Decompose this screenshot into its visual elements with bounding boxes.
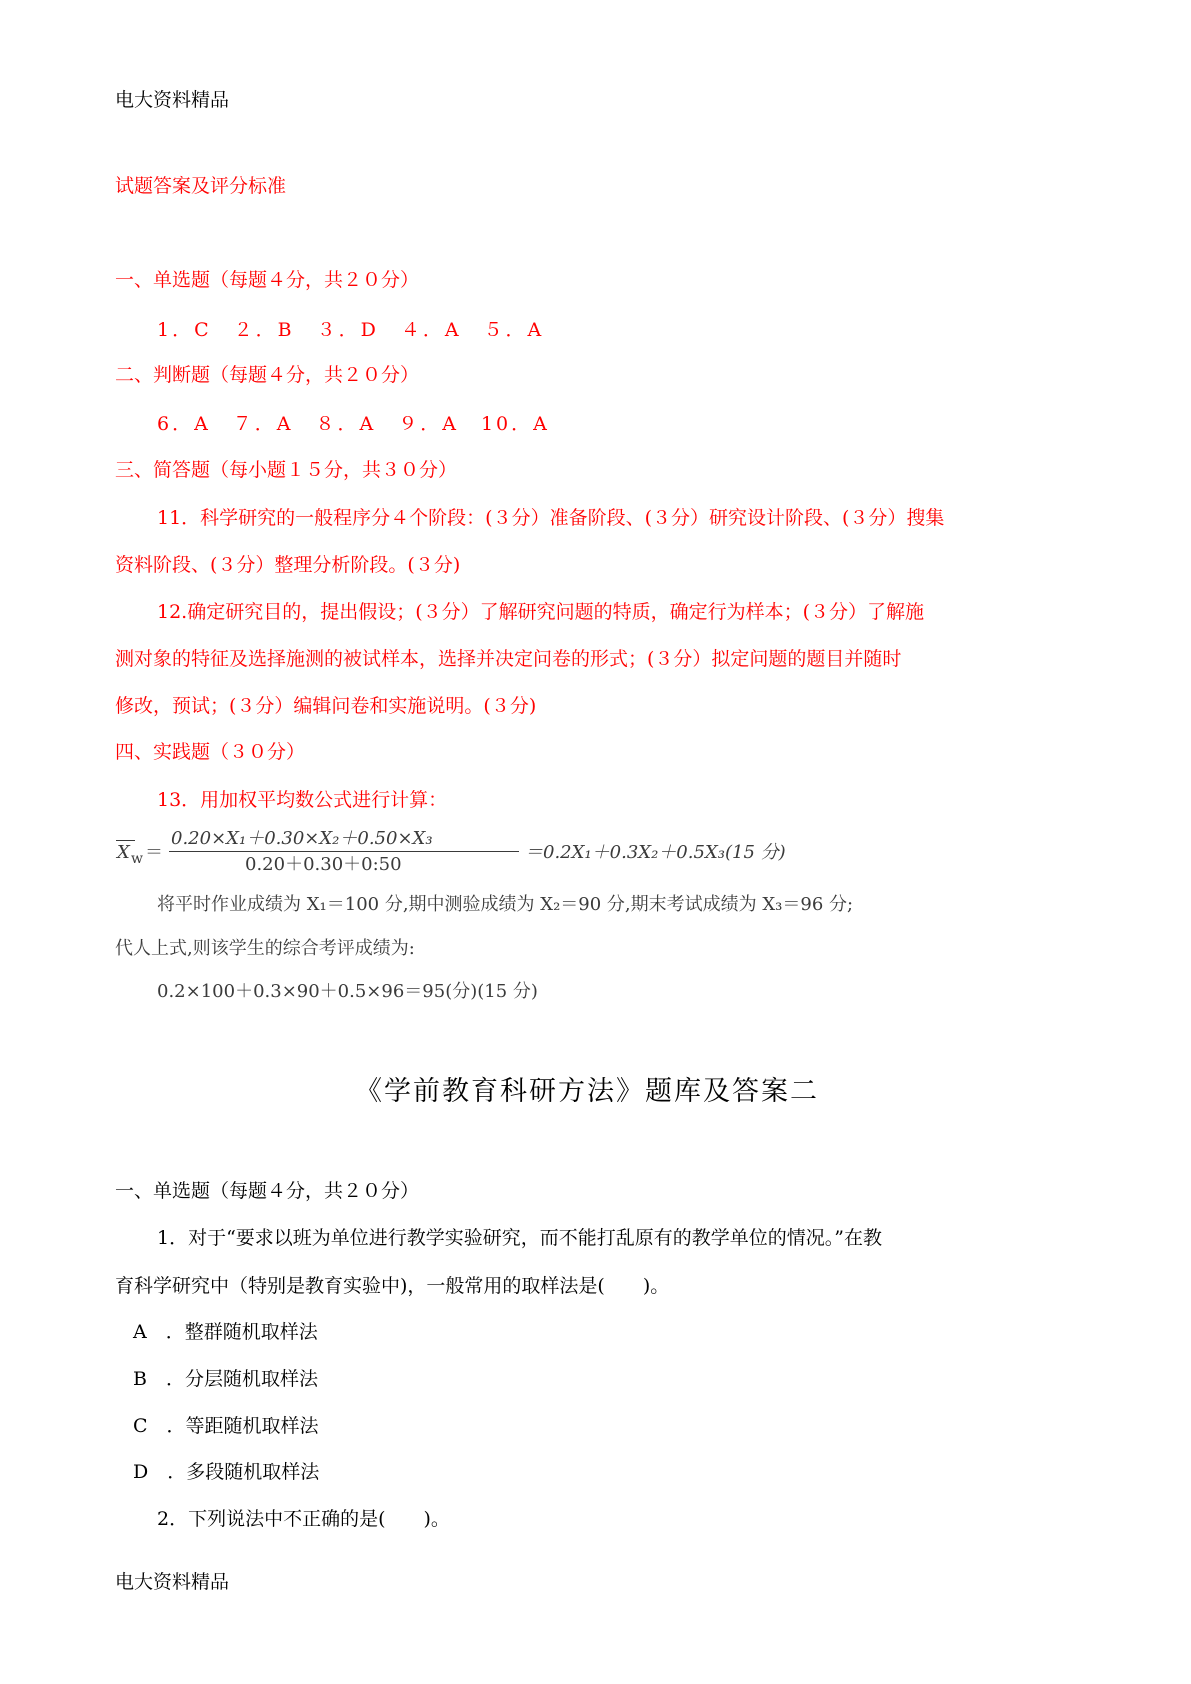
question-bank-title: 《学前教育科研方法》题库及答案二 — [355, 1076, 819, 1107]
bank-q1-line-1: 1．对于“要求以班为单位进行教学实验研究，而不能打乱原有的教学单位的情况。”在教 — [157, 1227, 883, 1249]
section-1-title: 一、单选题（每题４分，共２０分） — [115, 269, 420, 291]
formula-fraction-bar — [169, 851, 519, 852]
answers-heading: 试题答案及评分标准 — [115, 175, 287, 197]
bank-q1-option-c: C ．等距随机取样法 — [133, 1415, 319, 1437]
section-2-title: 二、判断题（每题４分，共２０分） — [115, 364, 420, 386]
calculation-line-3: 0.2×100＋0.3×90＋0.5×96＝95(分)(15 分) — [157, 981, 538, 1002]
q12-answer-line-2: 测对象的特征及选择施测的被试样本，选择并决定问卷的形式；(３分）拟定问题的题目并随时 — [115, 648, 902, 670]
formula-denominator: 0.20＋0.30＋0:50 — [245, 854, 402, 875]
q13-answer-intro: 13．用加权平均数公式进行计算： — [157, 789, 448, 811]
calculation-line-2: 代人上式,则该学生的综合考评成绩为: — [115, 938, 415, 959]
q12-answer-line-3: 修改，预试；(３分）编辑问卷和实施说明。(３分) — [115, 695, 537, 717]
q12-answer-line-1: 12.确定研究目的，提出假设；(３分）了解研究问题的特质，确定行为样本；(３分）了解施 — [157, 601, 925, 623]
formula-lhs: X — [117, 842, 130, 863]
bank-section-1-title: 一、单选题（每题４分，共２０分） — [115, 1180, 420, 1202]
section-1-answers: 1．C ２．B ３．D ４．A ５．A — [157, 319, 545, 341]
weighted-mean-formula — [115, 826, 875, 878]
section-2-answers: 6．A ７．A ８．A ９．A 10．A — [157, 413, 550, 435]
bank-q2: 2．下列说法中不正确的是( )。 — [157, 1508, 450, 1530]
section-4-title: 四、实践题（３０分） — [115, 741, 306, 763]
page-header: 电大资料精品 — [115, 89, 230, 111]
bank-q1-option-a: A ．整群随机取样法 — [133, 1321, 318, 1343]
q11-answer-line-1: 11．科学研究的一般程序分４个阶段：(３分）准备阶段、(３分）研究设计阶段、(３分）搜集 — [157, 507, 945, 529]
formula-numerator: 0.20×X₁＋0.30×X₂＋0.50×X₃ — [171, 828, 433, 849]
page-footer: 电大资料精品 — [115, 1571, 230, 1593]
q11-answer-line-2: 资料阶段、(３分）整理分析阶段。(３分) — [115, 554, 461, 576]
formula-lhs-subscript: w — [131, 851, 143, 867]
formula-equals: ＝ — [145, 842, 163, 863]
bank-q1-option-d: D ．多段随机取样法 — [133, 1461, 320, 1483]
section-3-title: 三、简答题（每小题１５分，共３０分） — [115, 459, 458, 481]
bank-q1-option-b: B ．分层随机取样法 — [133, 1368, 318, 1390]
formula-overline — [116, 840, 135, 841]
bank-q1-line-2: 育科学研究中（特别是教育实验中)，一般常用的取样法是( )。 — [115, 1275, 670, 1297]
calculation-line-1: 将平时作业成绩为 X₁＝100 分,期中测验成绩为 X₂＝90 分,期末考试成绩为 X₃＝96 分; — [157, 894, 854, 915]
formula-result: ＝0.2X₁＋0.3X₂＋0.5X₃(15 分) — [525, 842, 786, 863]
